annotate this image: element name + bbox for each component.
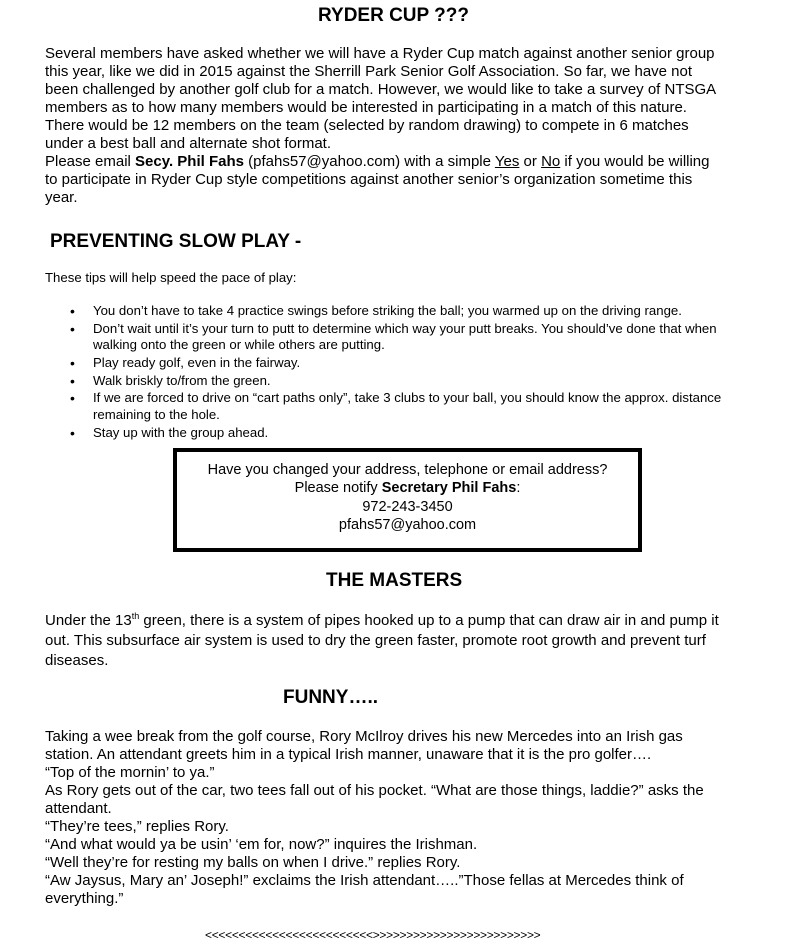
notice-email: pfahs57@yahoo.com bbox=[338, 516, 477, 533]
slow-play-heading: PREVENTING SLOW PLAY - bbox=[50, 231, 302, 252]
email-address-text: (pfahs57@yahoo.com) with a simple bbox=[243, 153, 495, 170]
list-item: • Stay up with the group ahead. bbox=[70, 425, 760, 442]
masters-line: diseases. bbox=[45, 652, 109, 669]
ryder-cup-paragraph bbox=[45, 45, 770, 207]
masters-line: out. This subsurface air system is used to dry the green faster, promote root growth and prevent turf bbox=[45, 632, 706, 649]
email-prefix: Please email bbox=[45, 153, 136, 170]
story-line: station. An attendant greets him in a typical Irish manner, unaware that it is the pro golfer…. bbox=[45, 746, 652, 763]
ryder-line: Several members have asked whether we will have a Ryder Cup match against another senior group bbox=[45, 45, 715, 62]
contact-update-notice-box bbox=[173, 448, 642, 552]
yes-option: Yes bbox=[494, 153, 520, 170]
story-line: As Rory gets out of the car, two tees fall out of his pocket. “What are those things, laddie?” asks the bbox=[45, 782, 704, 799]
story-line: “Aw Jaysus, Mary an’ Joseph!” exclaims the Irish attendant…..”Those fellas at Mercedes think of bbox=[45, 872, 684, 889]
list-item: • You don’t have to take 4 practice swings before striking the ball; you warmed up on the driving range. bbox=[70, 303, 760, 320]
story-line: attendant. bbox=[45, 800, 112, 817]
masters-text: Under the 13 bbox=[45, 612, 132, 629]
ryder-line: to participate in Ryder Cup style competitions against another senior’s organization sometime this bbox=[45, 171, 693, 188]
ryder-line: this year, like we did in 2015 against the Sherrill Park Senior Golf Association. So far, we have not bbox=[45, 63, 693, 80]
ryder-email-line bbox=[45, 153, 770, 171]
funny-heading: FUNNY….. bbox=[283, 687, 378, 708]
ryder-line: members as to how many members would be interested in participating in a match of this nature. bbox=[45, 99, 687, 116]
slow-play-intro: These tips will help speed the pace of play: bbox=[45, 270, 297, 285]
ryder-line: under a best ball and alternate shot format. bbox=[45, 135, 332, 152]
story-line: everything.” bbox=[45, 890, 124, 907]
slow-play-tips-list bbox=[70, 303, 760, 442]
list-item: • Don’t wait until it’s your turn to putt to determine which way your putt breaks. You should’ve done that when walking onto the green or while others are putting. bbox=[70, 321, 760, 355]
notice-secretary-name: Secretary Phil Fahs bbox=[381, 480, 517, 497]
funny-story bbox=[45, 728, 770, 908]
list-item: • Play ready golf, even in the fairway. bbox=[70, 355, 760, 372]
secretary-name: Secy. Phil Fahs bbox=[135, 153, 244, 170]
masters-text: green, there is a system of pipes hooked up to a pump that can draw air in and pump it bbox=[139, 612, 719, 629]
masters-paragraph bbox=[45, 611, 770, 671]
section-divider: <<<<<<<<<<<<<<<<<<<<<<<<<>>>>>>>>>>>>>>>>>>>>>>>>> bbox=[205, 928, 541, 942]
notice-prefix: Please notify bbox=[294, 480, 382, 497]
or-text: or bbox=[519, 153, 542, 170]
notice-line: Have you changed your address, telephone or email address? bbox=[207, 462, 608, 478]
story-line: “Well they’re for resting my balls on when I drive.” replies Rory. bbox=[45, 854, 461, 871]
story-line: “Top of the mornin’ to ya.” bbox=[45, 764, 215, 781]
no-option: No bbox=[541, 153, 561, 170]
story-line: “And what would ya be usin’ ‘em for, now?” inquires the Irishman. bbox=[45, 836, 478, 853]
ryder-cup-heading: RYDER CUP ??? bbox=[318, 5, 469, 26]
masters-line bbox=[45, 611, 770, 631]
notice-phone: 972-243-3450 bbox=[362, 498, 453, 515]
notice-colon: : bbox=[516, 480, 521, 497]
story-line: Taking a wee break from the golf course, Rory McIlroy drives his new Mercedes into an Irish gas bbox=[45, 728, 683, 745]
superscript: th bbox=[131, 611, 140, 621]
notice-line bbox=[177, 479, 638, 497]
ryder-line: year. bbox=[45, 189, 78, 206]
story-line: “They’re tees,” replies Rory. bbox=[45, 818, 229, 835]
ryder-line: There would be 12 members on the team (selected by random drawing) to compete in 6 matches bbox=[45, 117, 689, 134]
email-suffix: if you would be willing bbox=[560, 153, 710, 170]
list-item: • Walk briskly to/from the green. bbox=[70, 373, 760, 390]
ryder-line: been challenged by another golf club for a match. However, we would like to take a survey of NTSGA bbox=[45, 81, 717, 98]
masters-heading: THE MASTERS bbox=[326, 570, 463, 591]
list-item: • If we are forced to drive on “cart paths only”, take 3 clubs to your ball, you should know the approx. distance remaining to the hole. bbox=[70, 390, 760, 424]
